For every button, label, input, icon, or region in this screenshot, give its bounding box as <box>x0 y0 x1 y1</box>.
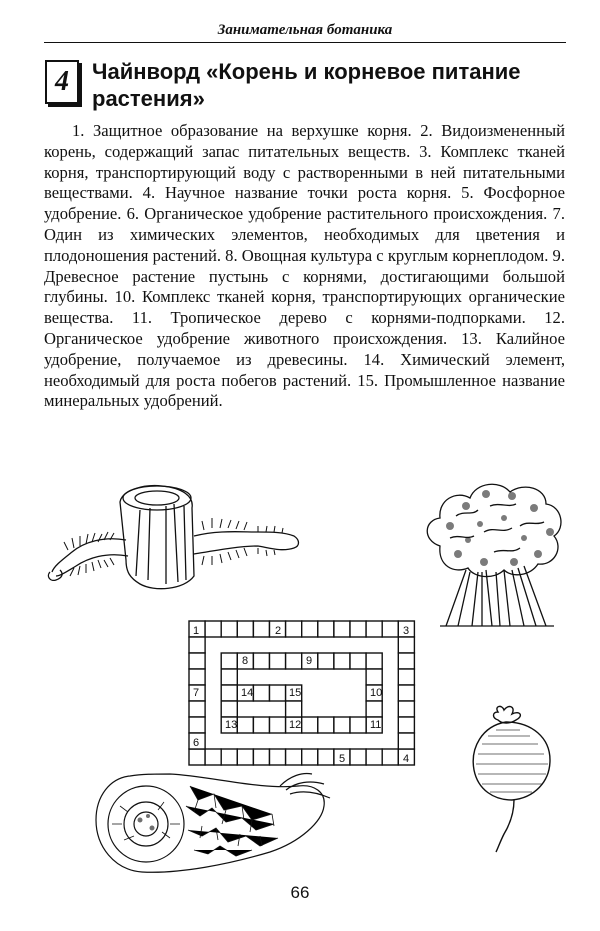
crossword-cell <box>270 717 286 733</box>
crossword-cell <box>221 749 237 765</box>
crossword-cell <box>398 653 414 669</box>
cw-label-10: 10 <box>370 687 383 699</box>
crossword-cell <box>237 717 253 733</box>
cw-label-12: 12 <box>289 719 302 731</box>
cw-label-7: 7 <box>193 687 200 699</box>
cw-label-5: 5 <box>339 753 346 765</box>
crossword-cell <box>189 701 205 717</box>
crossword-cell <box>221 685 237 701</box>
crossword-cell <box>350 717 366 733</box>
crossword-cell <box>350 749 366 765</box>
crossword-cell <box>318 749 334 765</box>
crossword-cell <box>398 669 414 685</box>
crossword-cell <box>334 717 350 733</box>
cw-label-1: 1 <box>193 625 200 637</box>
crossword-cell <box>237 749 253 765</box>
cw-label-3: 3 <box>403 625 410 637</box>
crossword-cell <box>253 685 269 701</box>
crossword-cell <box>253 749 269 765</box>
crossword-cell <box>270 749 286 765</box>
crossword-cell <box>302 749 318 765</box>
crossword-cell <box>286 701 302 717</box>
crossword-cell <box>286 749 302 765</box>
crossword-cell <box>302 621 318 637</box>
crossword-cell <box>398 717 414 733</box>
crossword-cell <box>253 653 269 669</box>
cw-label-11: 11 <box>370 719 382 731</box>
cw-label-8: 8 <box>242 655 249 667</box>
cw-label-15: 15 <box>289 687 302 699</box>
crossword-cell <box>189 637 205 653</box>
crossword-cell <box>318 717 334 733</box>
task-title: Чайнворд «Корень и корневое питание растения» <box>92 59 521 111</box>
crossword-cell <box>205 621 221 637</box>
crossword-cell <box>253 621 269 637</box>
crossword-cell <box>366 701 382 717</box>
cw-label-14: 14 <box>241 687 254 699</box>
crossword-cell <box>221 621 237 637</box>
crossword-cell <box>221 701 237 717</box>
crossword-cell <box>382 749 398 765</box>
crossword-cell <box>398 685 414 701</box>
crossword-cell <box>366 749 382 765</box>
crossword-cell <box>334 653 350 669</box>
crossword-cell <box>366 669 382 685</box>
crossword-cell <box>350 653 366 669</box>
crossword-cell <box>189 749 205 765</box>
task-text: 1. Защитное образование на верхушке корня. 2. Видоизмененный корень, содержащий запас питательных веществ. 3. Комплекс тканей корня, транспортирующий воду с растворенными в ней питательными веществами. 4. Научное название точки роста корня. 5. Фосфорное удобрение. 6. Органическое удобрение растительного происхождения. 7. Один из химических элементов, необходимых для цветения и плодоношения растений. 8. Овощная культура с круглым корнеплодом. 9. Древесное растение пустынь с корнями, достигающими большой глубины. 10. Комплекс тканей корня, транспортирующих органические вещества. 11. Тропическое дерево с корнями-подпорками. 12. Органическое удобрение животного происхождения. 13. Калийное удобрение, получаемое из древесины. 14. Химический элемент, необходимый для роста побегов растений. 15. Промышленное название минеральных удобрений. <box>44 121 566 411</box>
crossword-cell <box>350 621 366 637</box>
crossword-cell <box>398 701 414 717</box>
crossword-cell <box>189 669 205 685</box>
task-number: 4 <box>45 60 79 104</box>
cw-label-4: 4 <box>403 753 410 765</box>
cw-label-9: 9 <box>306 655 313 667</box>
crossword-cell <box>382 621 398 637</box>
crossword-cell <box>318 621 334 637</box>
cw-label-13: 13 <box>225 719 238 731</box>
crossword-cell <box>318 653 334 669</box>
crossword-cell <box>270 653 286 669</box>
crossword-cell <box>253 717 269 733</box>
crossword-cell <box>286 621 302 637</box>
cw-label-6: 6 <box>193 737 200 749</box>
crossword-cell <box>366 621 382 637</box>
crossword-cell <box>189 717 205 733</box>
cw-label-2: 2 <box>275 625 282 637</box>
crossword-cell <box>366 653 382 669</box>
crossword-cell <box>221 669 237 685</box>
crossword-cell <box>286 653 302 669</box>
crossword-cell <box>270 685 286 701</box>
crossword-cell <box>398 637 414 653</box>
crossword-cell <box>398 733 414 749</box>
crossword-cell <box>205 749 221 765</box>
crossword-cell <box>334 621 350 637</box>
crossword-cell <box>302 717 318 733</box>
page-number: 66 <box>290 883 310 902</box>
crossword-cell <box>221 653 237 669</box>
crossword-cell <box>189 653 205 669</box>
crossword-cell <box>237 621 253 637</box>
running-title: Занимательная ботаника <box>217 22 393 38</box>
